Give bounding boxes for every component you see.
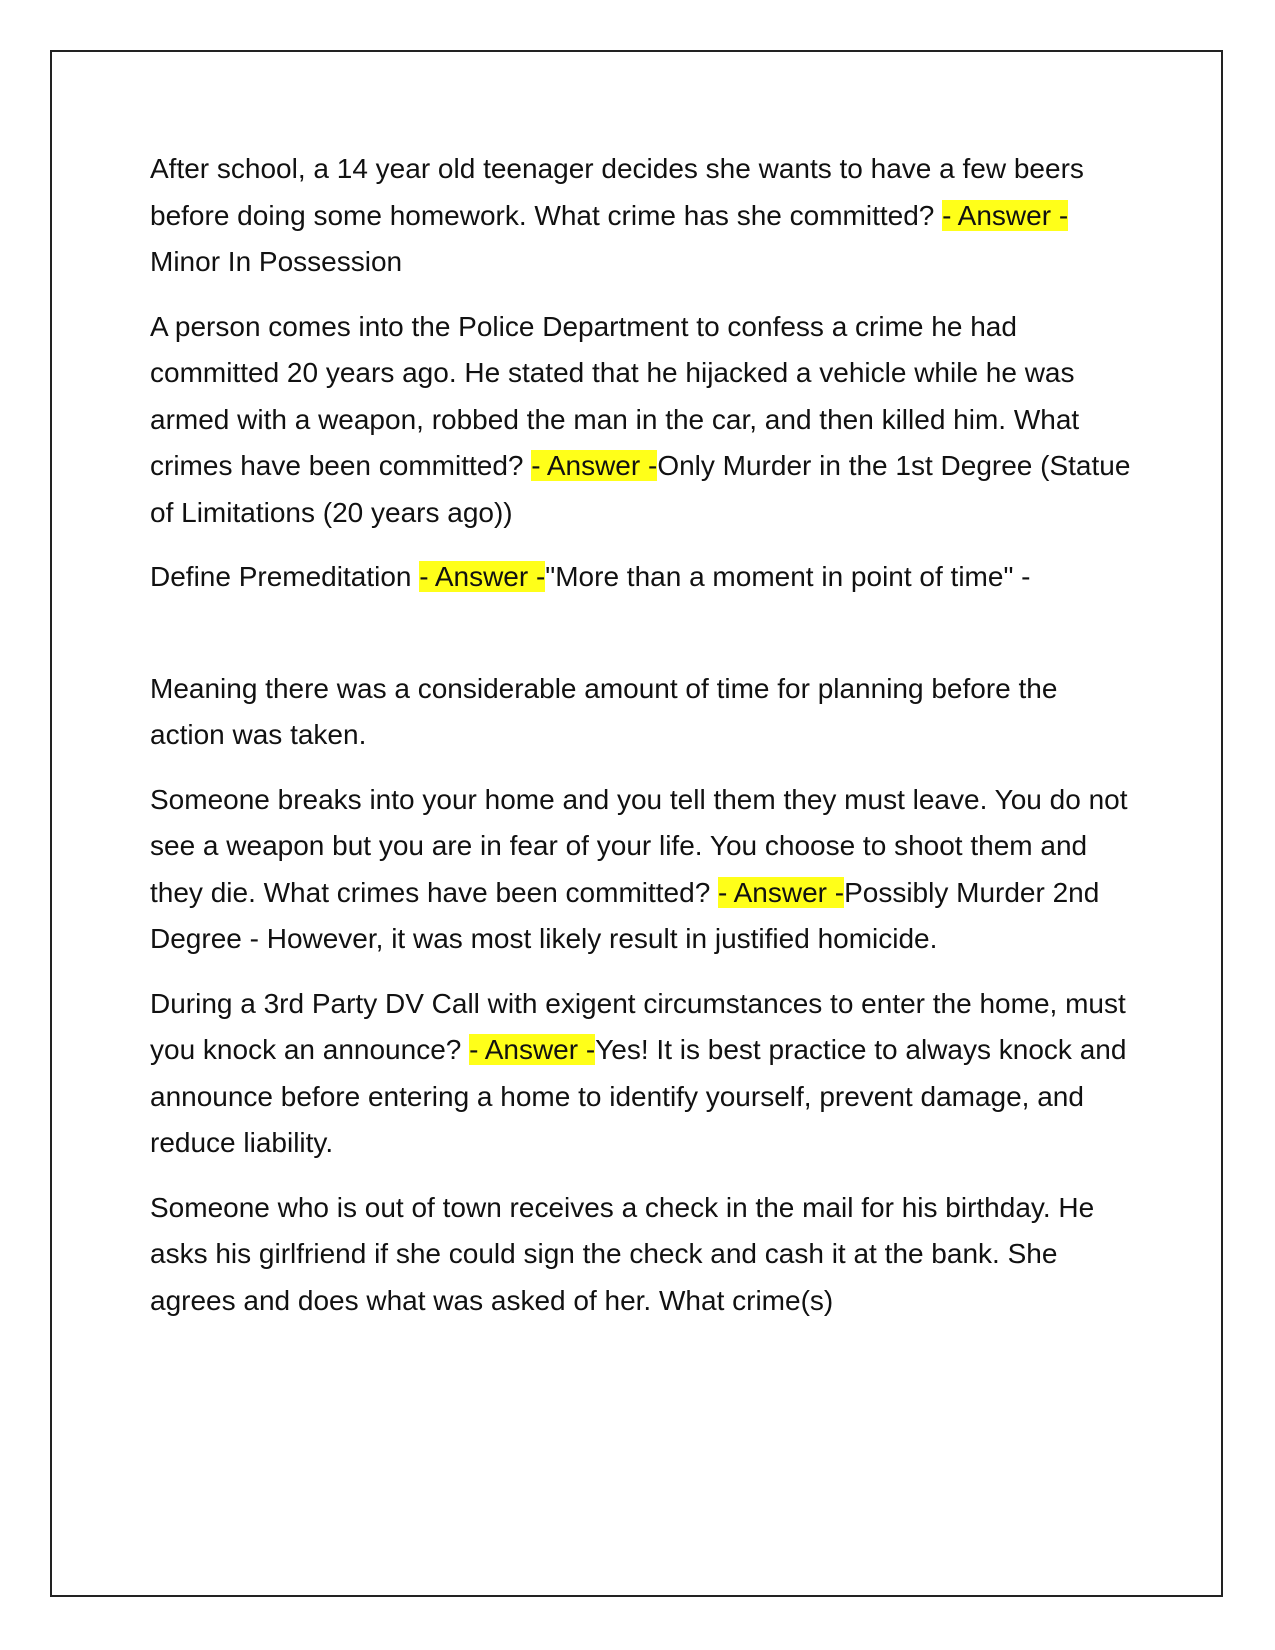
answer-text: "More than a moment in point of time" -	[545, 561, 1031, 592]
answer-text: Yes! It is best practice to always knock and announce before entering a home to identify yourself, prevent damage, and reduce liability.	[150, 1034, 1127, 1158]
document-body	[150, 146, 1135, 1324]
qa-entry-home-intruder	[150, 777, 1135, 963]
answer-marker-highlight: - Answer -	[531, 450, 658, 481]
continuation-text: Meaning there was a considerable amount of time for planning before the action was taken.	[150, 672, 1058, 750]
answer-marker-highlight: - Answer -	[718, 876, 845, 908]
answer-text: Possibly Murder 2nd Degree - However, it was most likely result in justified homicide.	[150, 876, 1100, 954]
answer-marker-highlight: - Answer -	[419, 561, 546, 592]
qa-entry-premeditation	[150, 554, 1135, 601]
answer-text: Only Murder in the 1st Degree (Statue of Limitations (20 years ago))	[150, 450, 1131, 528]
qa-entry-minor-in-possession	[150, 146, 1135, 286]
qa-entry-murder-first-degree	[150, 304, 1135, 537]
qa-entry-check-signing	[150, 1185, 1135, 1325]
answer-marker-highlight: - Answer -	[469, 1034, 596, 1065]
question-text: During a 3rd Party DV Call with exigent circumstances to enter the home, must you knock an announce?	[150, 987, 1126, 1065]
answer-text: Minor In Possession	[150, 246, 403, 277]
question-text: After school, a 14 year old teenager decides she wants to have a few beers before doing some homework. What crime has she committed?	[150, 153, 1084, 231]
question-text: Define Premeditation	[150, 561, 420, 592]
qa-entry-knock-and-announce	[150, 981, 1135, 1167]
premeditation-continuation	[150, 666, 1135, 759]
question-text: Someone breaks into your home and you tell them they must leave. You do not see a weapon but you are in fear of your life. You choose to shoot them and they die. What crimes have been committed?	[150, 783, 1128, 908]
question-text: Someone who is out of town receives a check in the mail for his birthday. He asks his girlfriend if she could sign the check and cash it at the bank. She agrees and does what was asked of her. What crime(s)	[150, 1191, 1095, 1316]
answer-marker-highlight: - Answer -	[942, 199, 1069, 231]
question-text: A person comes into the Police Department to confess a crime he had committed 20 years ago. He stated that he hijacked a vehicle while he was armed with a weapon, robbed the man in the car, and then killed him. What crimes have been committed?	[150, 310, 1080, 481]
blank-space	[150, 601, 1135, 666]
